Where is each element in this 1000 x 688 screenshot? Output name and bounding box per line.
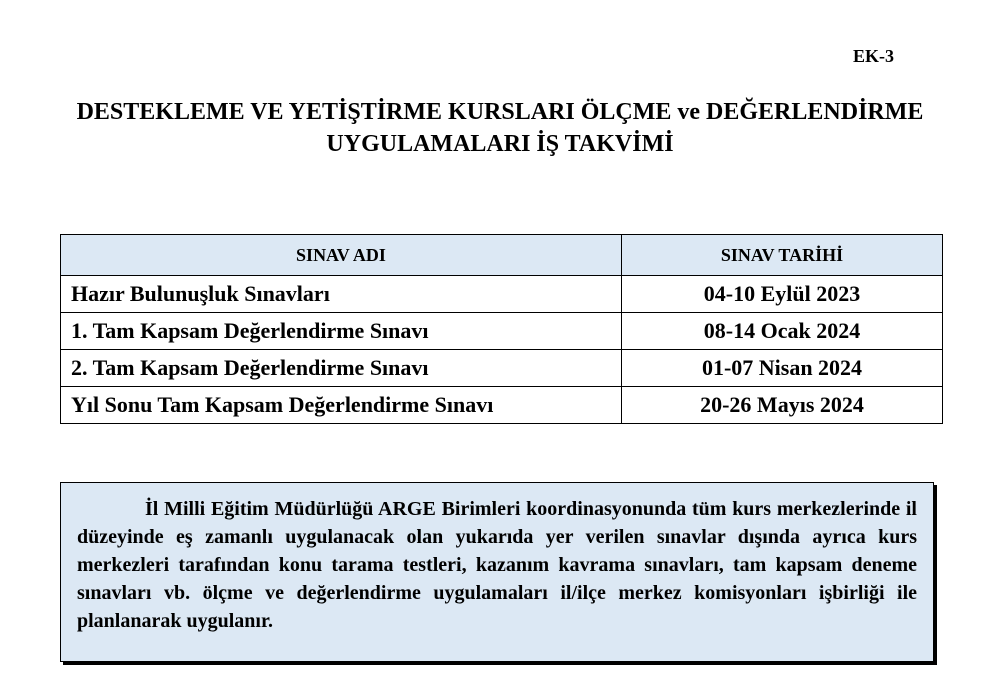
info-note-text: İl Milli Eğitim Müdürlüğü ARGE Birimleri koordinasyonunda tüm kurs merkezlerinde il düzeyinde eş zamanlı uygulanacak olan yukarıda yer verilen sınavlar dışında ayrıca kurs merkezleri tarafından konu tarama testleri, kazanım kavrama sınavları, tam kapsam deneme sınavları vb. ölçme ve değerlendirme uygulamaları il/ilçe merkez komisyonları işbirliği ile planlanarak uygulanır. [77, 498, 917, 632]
title-line-2: UYGULAMALARI İŞ TAKVİMİ [326, 131, 674, 157]
annex-label: EK-3 [852, 46, 894, 66]
table-header-row [61, 235, 943, 276]
exam-date-cell: 20-26 Mayıs 2024 [622, 387, 943, 424]
exam-date-cell: 01-07 Nisan 2024 [622, 350, 943, 387]
page-title [0, 96, 1000, 160]
table-row [61, 387, 943, 424]
exam-name-cell: 2. Tam Kapsam Değerlendirme Sınavı [61, 350, 622, 387]
table-row [61, 350, 943, 387]
info-note-box [60, 482, 934, 662]
exam-name-cell: Yıl Sonu Tam Kapsam Değerlendirme Sınavı [61, 387, 622, 424]
exam-schedule-table [60, 234, 943, 424]
exam-date-cell: 08-14 Ocak 2024 [622, 313, 943, 350]
exam-name-cell: 1. Tam Kapsam Değerlendirme Sınavı [61, 313, 622, 350]
table-row [61, 313, 943, 350]
header-exam-name: SINAV ADI [61, 235, 622, 276]
title-line-1: DESTEKLEME VE YETİŞTİRME KURSLARI ÖLÇME ve DEĞERLENDİRME [76, 99, 924, 125]
exam-date-cell: 04-10 Eylül 2023 [622, 276, 943, 313]
table-row [61, 276, 943, 313]
header-exam-date: SINAV TARİHİ [622, 235, 943, 276]
exam-name-cell: Hazır Bulunuşluk Sınavları [61, 276, 622, 313]
